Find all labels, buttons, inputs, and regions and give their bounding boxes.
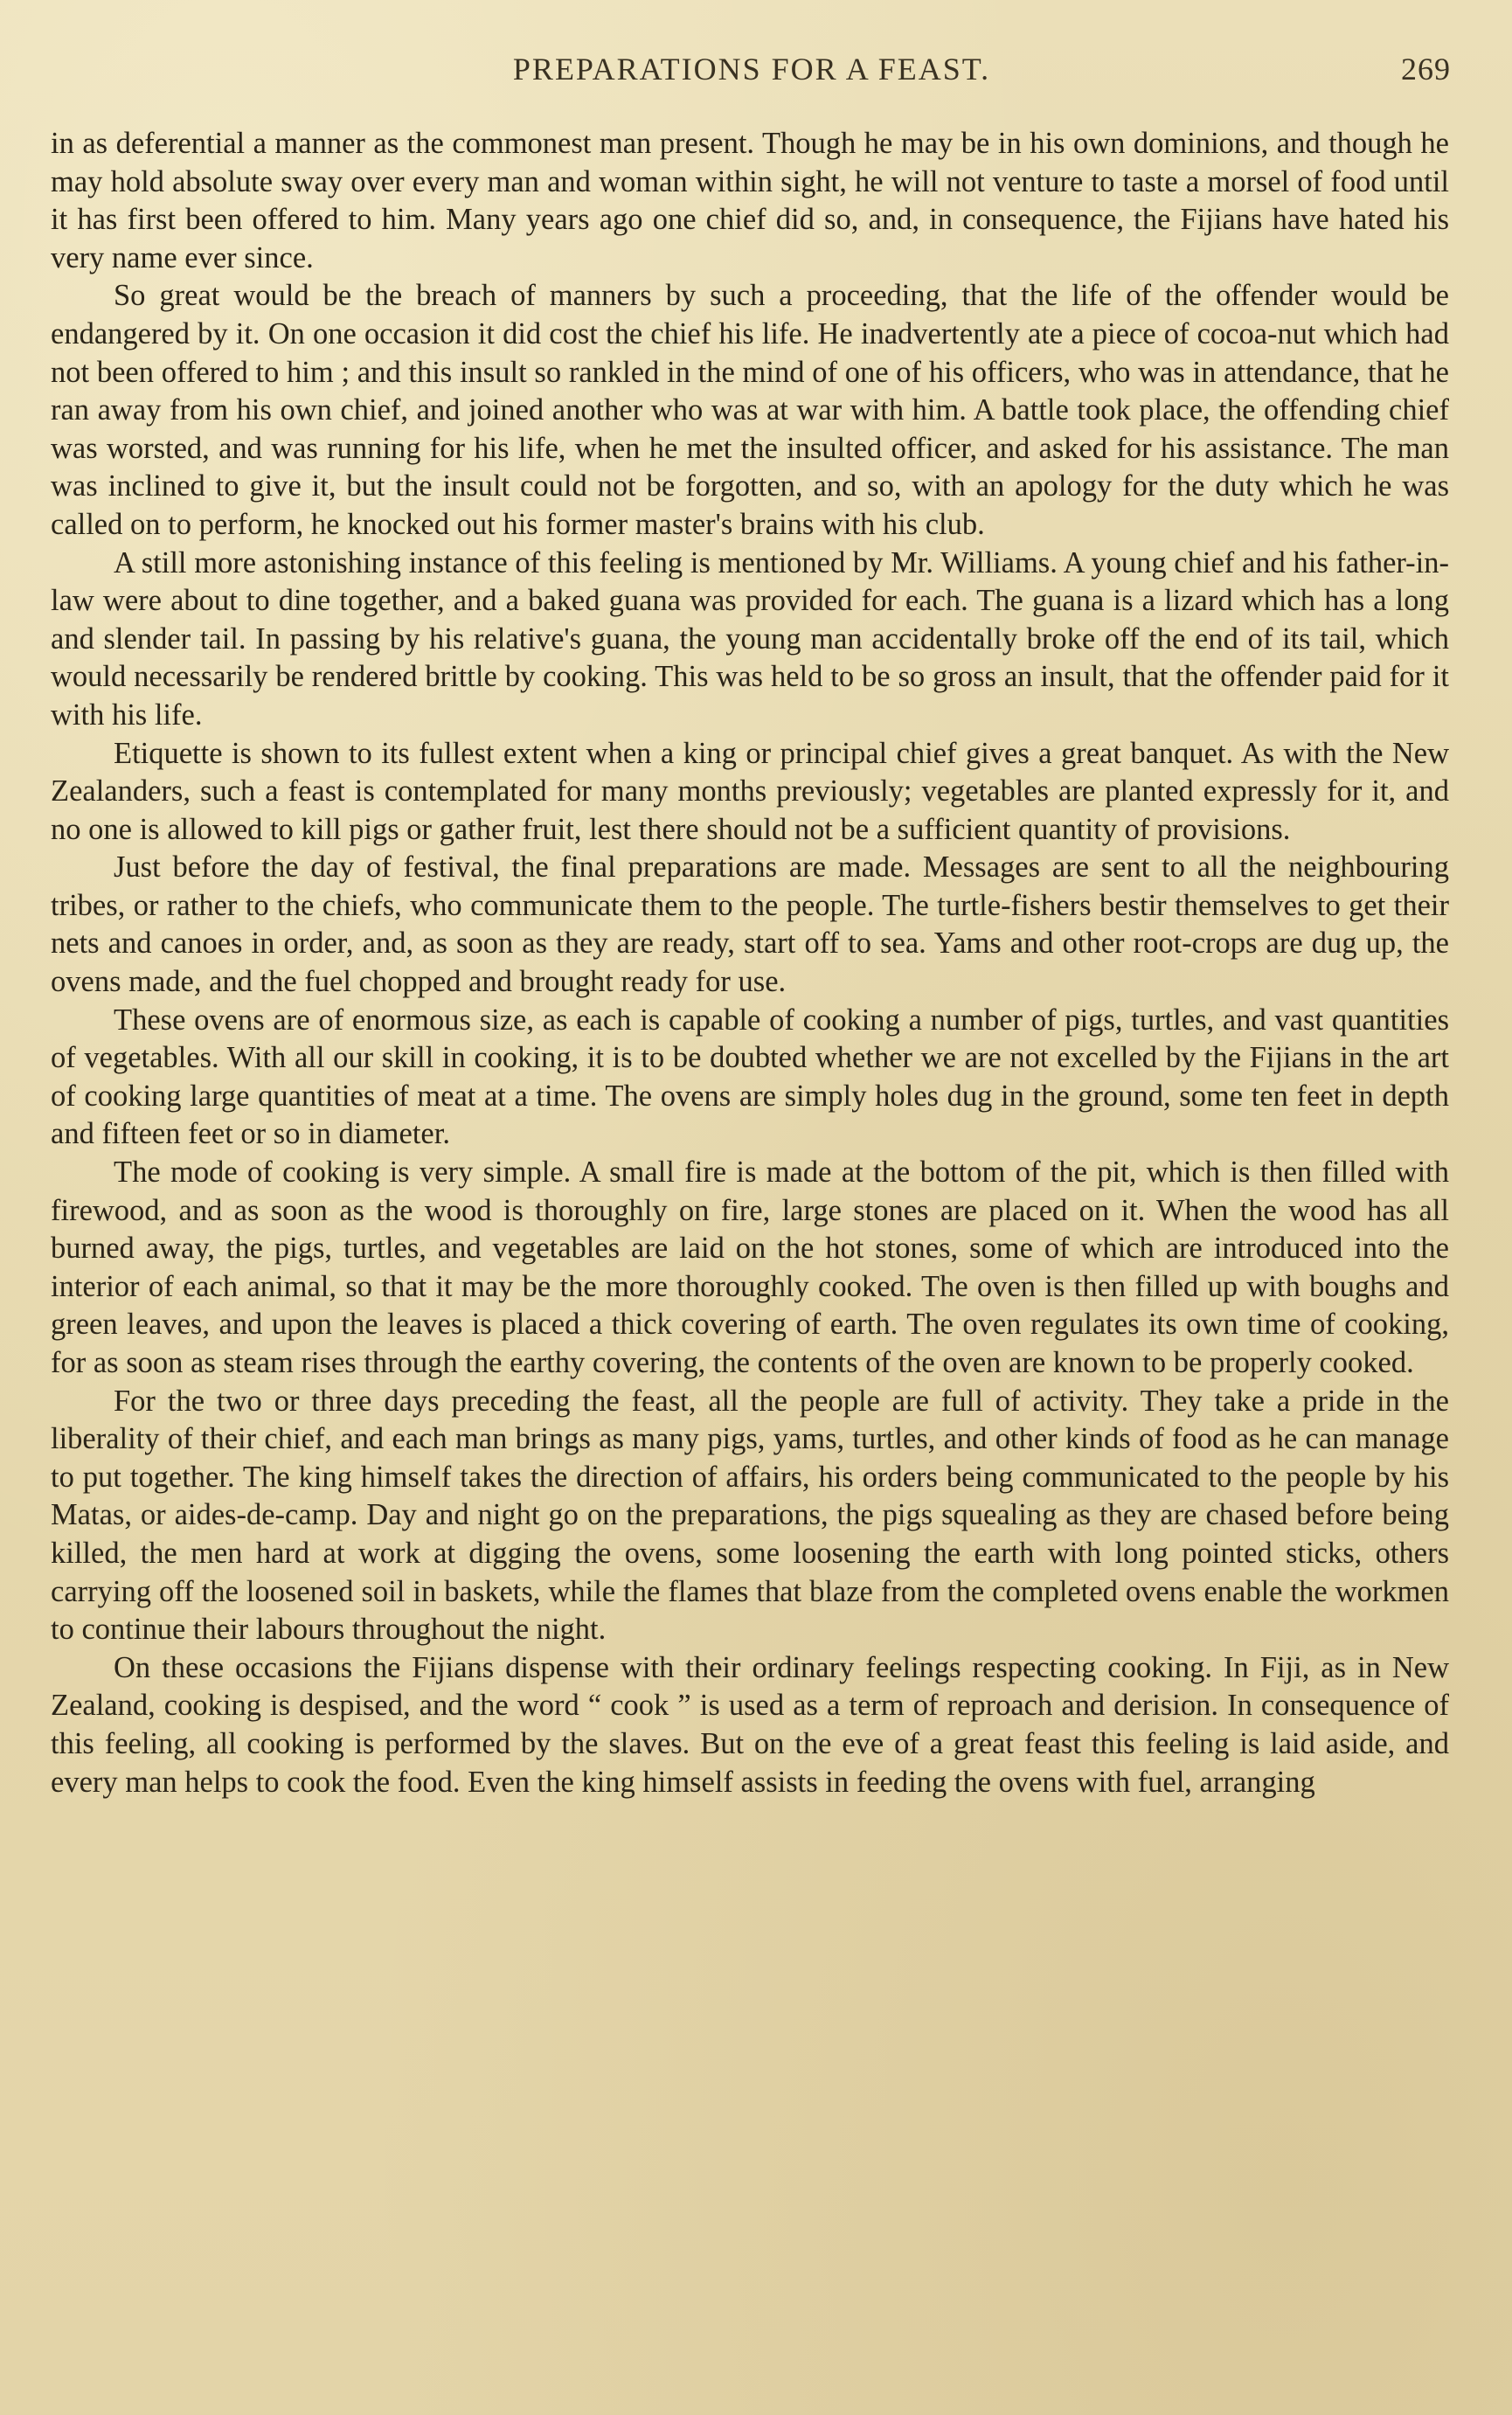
paragraph-7: The mode of cooking is very simple. A small fire is made at the bottom of the pit, which is then filled with firewood, and as soon as the wood is thoroughly on fire, large stones are placed on it. When the wood has all burned away, the pigs, turtles, and vegetables are laid on the hot stones, some of which are introduced into the interior of each animal, so that it may be the more thoroughly cooked. The oven is then filled up with boughs and green leaves, and upon the leaves is placed a thick covering of earth. The oven regulates its own time of cooking, for as soon as steam rises through the earthy covering, the contents of the oven are known to be properly cooked. <box>51 1155 1449 1379</box>
running-head <box>52 51 1451 94</box>
body-text <box>51 125 1449 1801</box>
paragraph-9: On these occasions the Fijians dispense with their ordinary feelings respecting cooking. In Fiji, as in New Zealand, cooking is despised, and the word “ cook ” is used as a term of reproach and derision. In consequence of this feeling, all cooking is performed by the slaves. But on the eve of a great feast this feeling is laid aside, and every man helps to cook the food. Even the king himself assists in feeding the ovens with fuel, arranging <box>51 1650 1449 1799</box>
page-number: 269 <box>1401 52 1451 87</box>
paragraph-1: in as deferential a manner as the commonest man present. Though he may be in his own dominions, and though he may hold absolute sway over every man and woman within sight, he will not venture to taste a morsel of food until it has first been offered to him. Many years ago one chief did so, and, in consequence, the Fijians have hated his very name ever since. <box>51 127 1449 274</box>
paragraph-3: A still more astonishing instance of this feeling is mentioned by Mr. Williams. A young chief and his father-in-law were about to dine together, and a baked guana was provided for each. The guana is a lizard which has a long and slender tail. In passing by his relative's guana, the young man accidentally broke off the end of its tail, which would necessarily be rendered brittle by cooking. This was held to be so gross an insult, that the offender paid for it with his life. <box>51 545 1449 732</box>
paragraph-8: For the two or three days preceding the feast, all the people are full of activity. They take a pride in the liberality of their chief, and each man brings as many pigs, yams, turtles, and other kinds of food as he can manage to put together. The king himself takes the direction of affairs, his orders being communicated to the people by his Matas, or aides-de-camp. Day and night go on the preparations, the pigs squealing as they are chased before being killed, the men hard at work at digging the ovens, some loosening the earth with long pointed sticks, others carrying off the loosened soil in baskets, while the flames that blaze from the completed ovens enable the workmen to continue their labours throughout the night. <box>51 1384 1449 1647</box>
paragraph-5: Just before the day of festival, the final preparations are made. Messages are sent to all the neighbouring tribes, or rather to the chiefs, who communicate them to the people. The turtle-fishers bestir themselves to get their nets and canoes in order, and, as soon as they are ready, start off to sea. Yams and other root-crops are dug up, the ovens made, and the fuel chopped and brought ready for use. <box>51 850 1449 999</box>
paragraph-2: So great would be the breach of manners by such a proceeding, that the life of the offender would be endangered by it. On one occasion it did cost the chief his life. He inadvertently ate a piece of cocoa-nut which had not been offered to him ; and this insult so rankled in the mind of one of his officers, who was in attendance, that he ran away from his own chief, and joined another who was at war with him. A battle took place, the offending chief was worsted, and was running for his life, when he met the insulted officer, and asked for his assistance. The man was inclined to give it, but the insult could not be forgotten, and so, with an apology for the duty which he was called on to perform, he knocked out his former master's brains with his club. <box>51 279 1449 541</box>
paragraph-6: These ovens are of enormous size, as each is capable of cooking a number of pigs, turtles, and vast quantities of vegetables. With all our skill in cooking, it is to be doubted whether we are not excelled by the Fijians in the art of cooking large quantities of meat at a time. The ovens are simply holes dug in the ground, some ten feet in depth and fifteen feet or so in diameter. <box>51 1003 1449 1151</box>
page-title: PREPARATIONS FOR A FEAST. <box>512 52 991 87</box>
paragraph-4: Etiquette is shown to its fullest extent when a king or principal chief gives a great banquet. As with the New Zealanders, such a feast is contemplated for many months previously; vegetables are planted expressly for it, and no one is allowed to kill pigs or gather fruit, lest there should not be a sufficient quantity of provisions. <box>51 736 1449 846</box>
